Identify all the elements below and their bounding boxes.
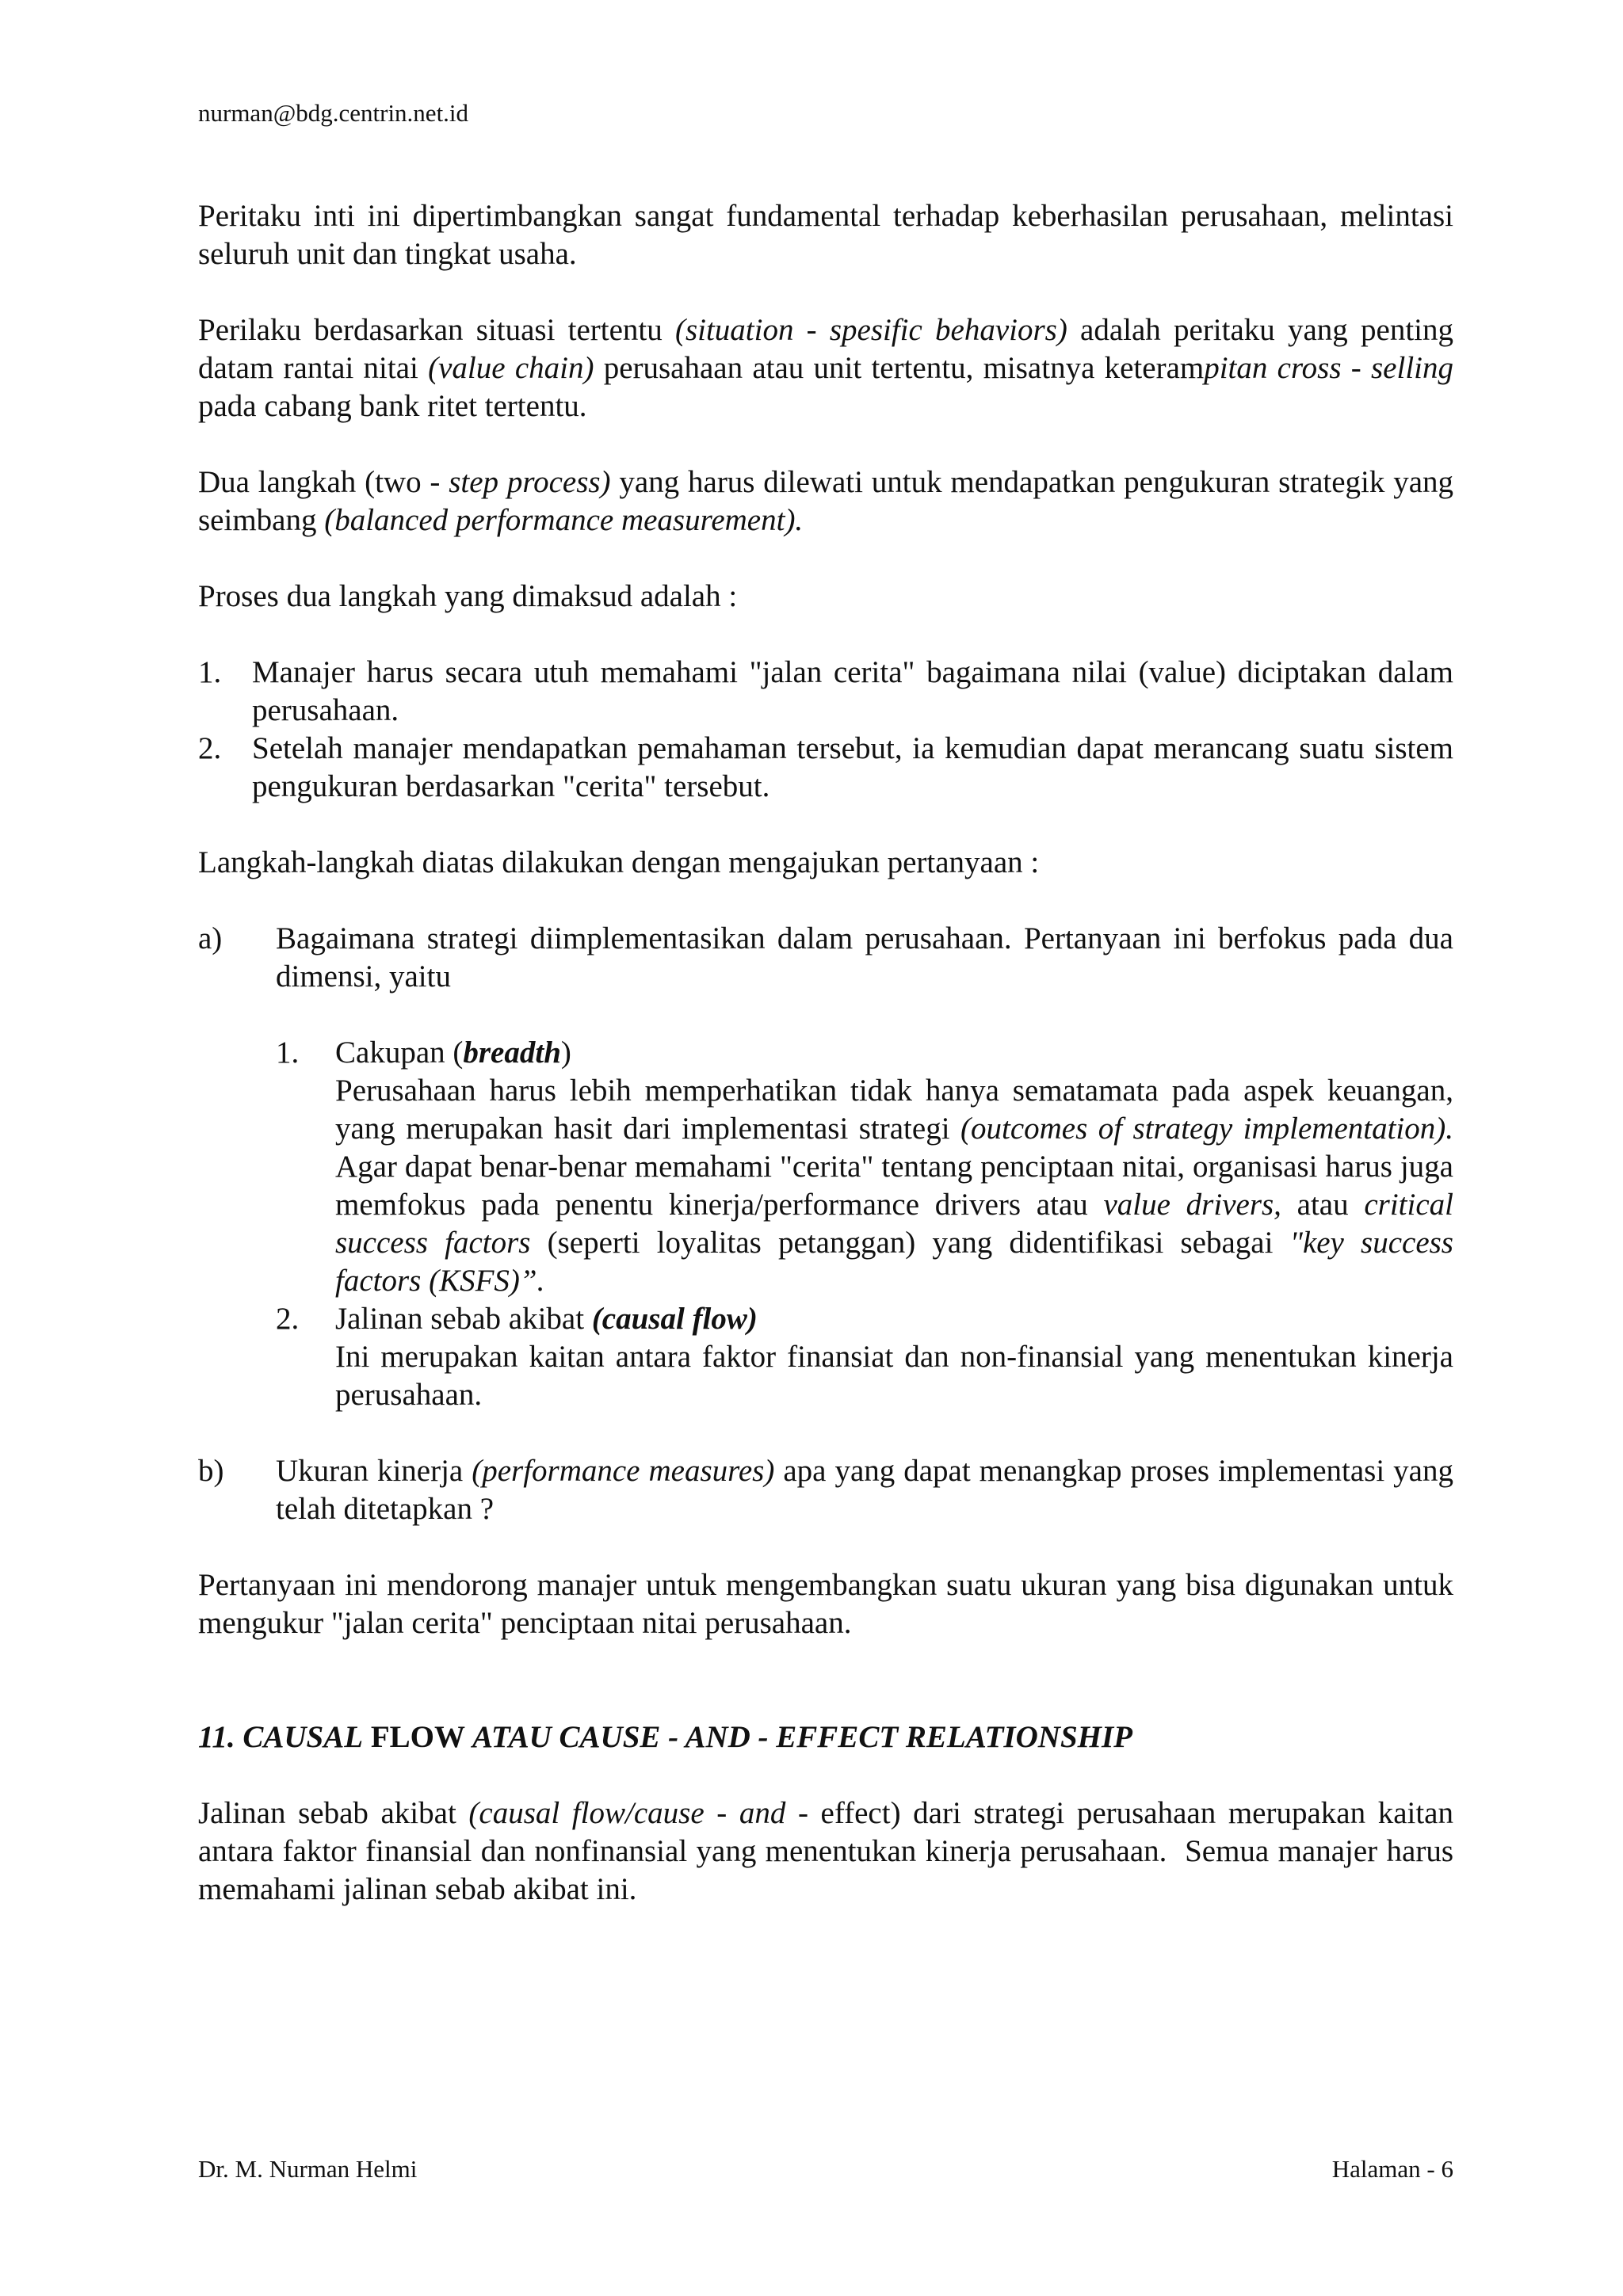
list-item [198,654,1453,730]
paragraph-causal-flow: Jalinan sebab akibat (causal flow/cause - and - effect) dari strategi perusahaan merupakan kaitan antara faktor finansial dan nonfinansial yang menentukan kinerja perusahaan. Semua manajer harus memahami jalinan sebab akibat ini. [198,1796,1461,1906]
list-text: Setelah manajer mendapatkan pemahaman tersebut, ia kemudian dapat merancang suatu sistem pengukuran berdasarkan "cerita" tersebut. [252,731,1453,803]
dimension-number: 1. [276,1035,300,1070]
document-body [198,197,1468,1909]
paragraph-core-behavior: Peritaku inti ini dipertimbangkan sangat fundamental terhadap keberhasilan perusahaan, melintasi seluruh unit dan tingkat usaha. [198,199,1453,271]
paragraph-manager-push: Pertanyaan ini mendorong manajer untuk mengembangkan suatu ukuran yang bisa digunakan untuk mengukur "jalan cerita" penciptaan nitai perusahaan. [198,1568,1453,1640]
list-item [198,730,1453,806]
dimension-body: Ini merupakan kaitan antara faktor finansiat dan non-finansial yang menentukan kinerja perusahaan. [335,1340,1453,1412]
list-text: Manajer harus secara utuh memahami "jalan cerita" bagaimana nilai (value) diciptakan dalam perusahaan. [252,655,1453,727]
list-number: 2. [198,731,222,765]
question-label: b) [198,1454,224,1488]
header-email: nurman@bdg.centrin.net.id [198,99,469,127]
question-label: a) [198,921,223,955]
dimension-causal-flow [276,1300,1453,1414]
paragraph-process-intro: Proses dua langkah yang dimaksud adalah : [198,579,738,613]
question-b [198,1452,1453,1528]
step-list [198,654,1453,806]
question-text: Bagaimana strategi diimplementasikan dalam perusahaan. Pertanyaan ini berfokus pada dua dimensi, yaitu [276,921,1453,994]
dimension-breadth [276,1034,1468,1300]
footer-page-number: Halaman - 6 [1331,2155,1453,2183]
footer-author: Dr. M. Nurman Helmi [198,2155,418,2183]
section-heading: 11. CAUSAL FLOW ATAU CAUSE - AND - EFFECT RELATIONSHIP [198,1720,1132,1754]
paragraph-questions-intro: Langkah-langkah diatas dilakukan dengan mengajukan pertanyaan : [198,845,1040,879]
list-number: 1. [198,655,222,689]
question-text: Ukuran kinerja (performance measures) apa yang dapat menangkap proses implementasi yang telah ditetapkan ? [276,1454,1453,1526]
page-footer [198,2153,1453,2185]
dimension-title: Cakupan (breadth) [335,1035,571,1070]
paragraph-situation-behavior: Perilaku berdasarkan situasi tertentu (situation - spesific behaviors) adalah peritaku yang penting datam rantai nitai (value chain) perusahaan atau unit tertentu, misatnya keterampitan cross - selling pada cabang bank ritet tertentu. [198,313,1454,423]
paragraph-two-step: Dua langkah (two - step process) yang harus dilewati untuk mendapatkan pengukuran strategik yang seimbang (balanced performance measurement). [198,465,1453,537]
question-a [198,920,1453,996]
dimension-title: Jalinan sebab akibat (causal flow) [335,1302,758,1336]
dimension-number: 2. [276,1302,300,1336]
dimension-body: Perusahaan harus lebih memperhatikan tidak hanya sematamata pada aspek keuangan, yang merupakan hasit dari implementasi strategi (outcomes of strategy implementation). Agar dapat benar-benar memahami "cerita" tentang penciptaan nitai, organisasi harus juga memfokus pada penentu kinerja/performance drivers atau value drivers, atau critical success factors (seperti loyalitas petanggan) yang didentifikasi sebagai "key success factors (KSFS)”. [335,1074,1468,1298]
